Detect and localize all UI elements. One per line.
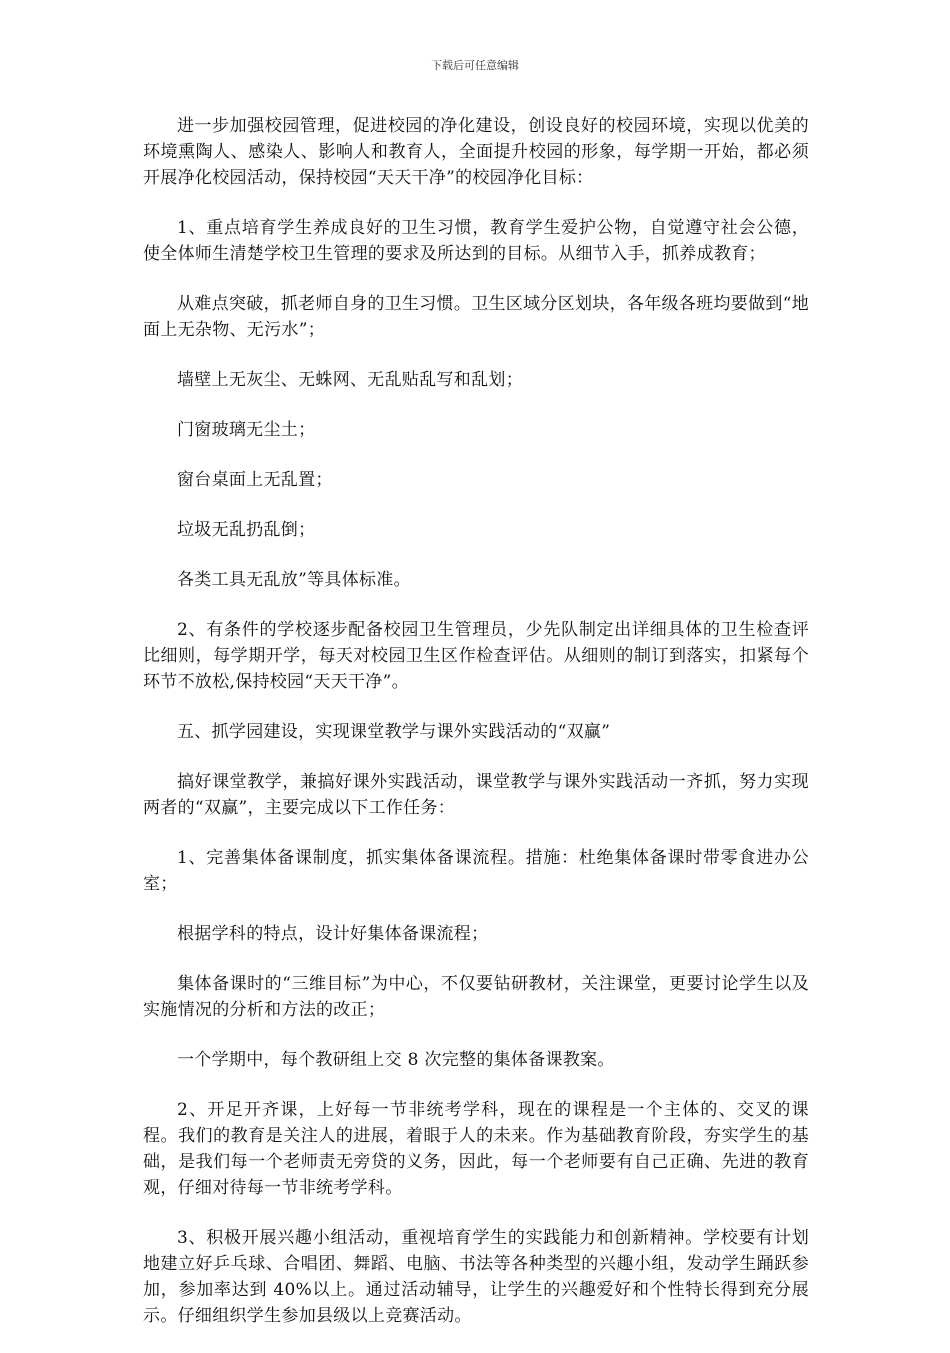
page-header-note: 下载后可任意编辑 — [431, 59, 519, 72]
paragraph: 2、开足开齐课，上好每一节非统考学科，现在的课程是一个主体的、交叉的课程。我们的教育是关注人的进展，着眼于人的未来。作为基础教育阶段，夯实学生的基础，是我们每一个老师责无旁贷的义务，因此，每一个老师要有自己正确、先进的教育观，仔细对待每一节非统考学科。 — [143, 1100, 809, 1198]
paragraph: 1、重点培育学生养成良好的卫生习惯，教育学生爱护公物，自觉遵守社会公德，使全体师生清楚学校卫生管理的要求及所达到的目标。从细节入手，抓养成教育； — [143, 218, 809, 264]
paragraph: 搞好课堂教学，兼搞好课外实践活动，课堂教学与课外实践活动一齐抓，努力实现两者的“双赢”，主要完成以下工作任务： — [143, 772, 809, 818]
paragraph: 墙壁上无灰尘、无蛛网、无乱贴乱写和乱划； — [177, 370, 523, 390]
paragraph: 2、有条件的学校逐步配备校园卫生管理员，少先队制定出详细具体的卫生检查评比细则，每学期开学，每天对校园卫生区作检查评估。从细则的制订到落实，扣紧每个环节不放松,保持校园“天天干净”。 — [143, 620, 809, 692]
paragraph: 根据学科的特点，设计好集体备课流程； — [177, 924, 489, 944]
paragraph: 1、完善集体备课制度，抓实集体备课流程。措施：杜绝集体备课时带零食进办公室； — [143, 848, 809, 894]
paragraph: 3、积极开展兴趣小组活动，重视培育学生的实践能力和创新精神。学校要有计划地建立好乒乓球、合唱团、舞蹈、电脑、书法等各种类型的兴趣小组，发动学生踊跃参加，参加率达到 40%以上。通过活动辅导，让学生的兴趣爱好和个性特长得到充分展示。仔细组织学生参加县级以上竞赛活动。 — [143, 1228, 809, 1326]
section-heading: 五、抓学园建设，实现课堂教学与课外实践活动的“双赢” — [177, 722, 611, 742]
paragraph: 垃圾无乱扔乱倒； — [177, 520, 316, 540]
paragraph: 集体备课时的“三维目标”为中心，不仅要钻研教材，关注课堂，更要讨论学生以及实施情况的分析和方法的改正； — [143, 974, 809, 1020]
paragraph: 窗台桌面上无乱置； — [177, 470, 333, 490]
paragraph: 从难点突破，抓老师自身的卫生习惯。卫生区域分区划块，各年级各班均要做到“地面上无杂物、无污水”； — [143, 294, 809, 340]
paragraph: 一个学期中，每个教研组上交 8 次完整的集体备课教案。 — [177, 1050, 615, 1070]
paragraph: 进一步加强校园管理，促进校园的净化建设，创设良好的校园环境，实现以优美的环境熏陶人、感染人、影响人和教育人，全面提升校园的形象，每学期一开始，都必须开展净化校园活动，保持校园“天天干净”的校园净化目标： — [143, 116, 809, 188]
document-body — [143, 113, 809, 1353]
paragraph: 门窗玻璃无尘土； — [177, 420, 316, 440]
paragraph: 各类工具无乱放”等具体标准。 — [177, 570, 411, 590]
